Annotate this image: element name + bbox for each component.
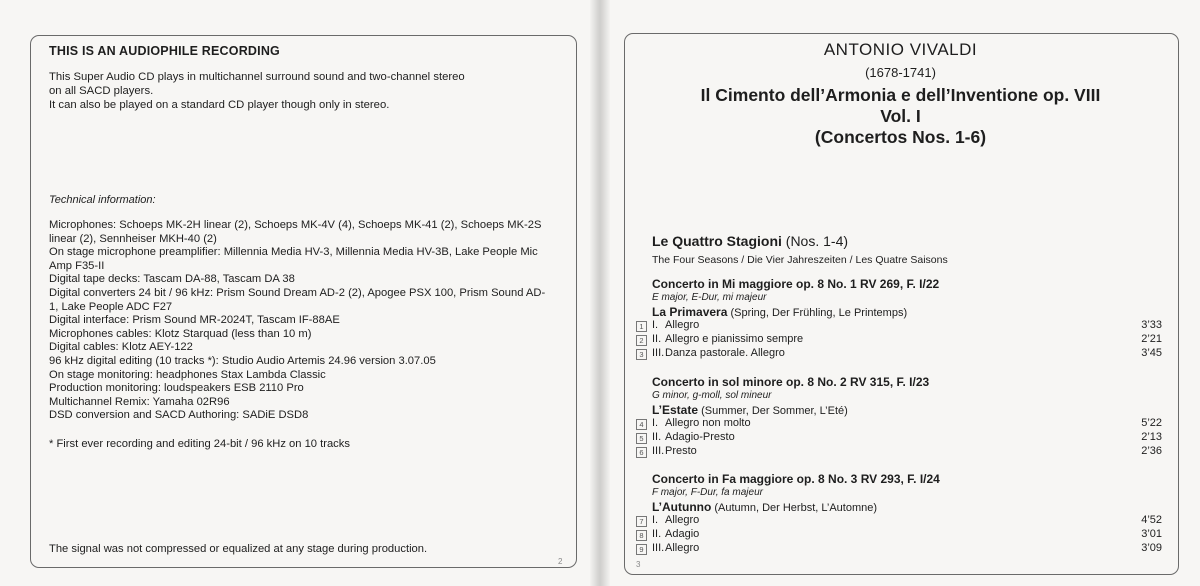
track-number: 7 xyxy=(636,516,647,527)
track-number: 6 xyxy=(636,447,647,458)
technical-line: Digital interface: Prism Sound MR-2024T, Tascam IF-88AE xyxy=(49,314,340,327)
set-numbers: (Nos. 1-4) xyxy=(781,233,849,249)
movement-row[interactable] xyxy=(639,333,1162,347)
concerto-nickname-translations: (Autumn, Der Herbst, L’Automne) xyxy=(711,502,878,514)
technical-line: Multichannel Remix: Yamaha 02R96 xyxy=(49,395,230,408)
concerto-title: Concerto in Mi maggiore op. 8 No. 1 RV 269, F. I/22 xyxy=(652,277,940,291)
audiophile-heading: THIS IS AN AUDIOPHILE RECORDING xyxy=(49,44,280,58)
movement-numeral: I. xyxy=(652,514,659,526)
concerto-title: Concerto in Fa maggiore op. 8 No. 3 RV 293, F. I/24 xyxy=(652,472,940,486)
movement-title: Allegro non molto xyxy=(665,417,751,429)
track-number: 3 xyxy=(636,349,647,360)
movement-row[interactable] xyxy=(639,417,1162,431)
movement-title: Danza pastorale. Allegro xyxy=(665,347,785,359)
composer-dates: (1678-1741) xyxy=(865,65,936,80)
concerto-name xyxy=(652,305,1162,319)
concerto-block xyxy=(639,472,1162,556)
booklet-gutter xyxy=(590,0,610,586)
track-number: 5 xyxy=(636,433,647,444)
movement-numeral: I. xyxy=(652,319,659,331)
movement-row[interactable] xyxy=(639,431,1162,445)
movement-duration: 3’09 xyxy=(1141,542,1162,554)
movement-numeral: III. xyxy=(652,347,665,359)
concerto-nickname: L’Autunno xyxy=(652,500,712,514)
concerto-block xyxy=(639,375,1162,459)
technical-line: Microphones: Schoeps MK-2H linear (2), Schoeps MK-4V (4), Schoeps MK-41 (2), Schoeps MK-2S xyxy=(49,219,542,231)
work-title-line: Vol. I xyxy=(880,106,921,126)
movement-numeral: I. xyxy=(652,417,659,429)
technical-line: Production monitoring: loudspeakers ESB 2110 Pro xyxy=(49,382,304,395)
concerto-name xyxy=(652,403,1162,417)
work-title-line: (Concertos Nos. 1-6) xyxy=(814,127,987,147)
technical-line: Amp F35-II xyxy=(49,259,105,272)
movement-duration: 3’45 xyxy=(1141,347,1162,359)
movement-numeral: II. xyxy=(652,528,662,540)
concerto-block xyxy=(639,277,1162,361)
movement-duration: 2’36 xyxy=(1141,445,1162,457)
technical-line: 1, Lake People ADC F27 xyxy=(49,300,173,313)
technical-line: 96 kHz digital editing (10 tracks *): Studio Audio Artemis 24.96 version 3.07.05 xyxy=(49,354,436,367)
technical-line: On stage monitoring: headphones Stax Lambda Classic xyxy=(49,368,326,381)
movement-title: Allegro xyxy=(665,319,700,331)
sacd-intro xyxy=(49,70,549,112)
technical-list xyxy=(49,219,569,423)
movement-row[interactable] xyxy=(639,528,1162,542)
movement-row[interactable] xyxy=(639,542,1162,556)
movement-numeral: III. xyxy=(652,542,665,554)
page-number-left: 2 xyxy=(558,557,563,566)
movement-title: Adagio xyxy=(665,528,700,540)
movement-numeral: III. xyxy=(652,445,665,457)
technical-line: Digital tape decks: Tascam DA-88, Tascam DA 38 xyxy=(49,273,295,286)
movement-title: Adagio-Presto xyxy=(665,431,735,443)
technical-line: Digital converters 24 bit / 96 kHz: Prism Sound Dream AD-2 (2), Apogee PSX 100, Prism Sound AD- xyxy=(49,286,546,299)
movement-duration: 5’22 xyxy=(1141,417,1162,429)
movement-duration: 2’13 xyxy=(1141,431,1162,443)
technical-line: linear (2), Sennheiser MKH-40 (2) xyxy=(49,232,217,245)
concerto-nickname-translations: (Summer, Der Sommer, L’Eté) xyxy=(698,405,848,417)
set-heading xyxy=(652,233,848,249)
movement-numeral: II. xyxy=(652,431,662,443)
work-title-line: Il Cimento dell’Armonia e dell’Inventione op. VIII xyxy=(700,85,1101,105)
movement-duration: 3’01 xyxy=(1141,528,1162,540)
movement-row[interactable] xyxy=(639,445,1162,459)
movement-duration: 4’52 xyxy=(1141,514,1162,526)
technical-line: Digital cables: Klotz AEY-122 xyxy=(49,341,193,354)
technical-heading: Technical information: xyxy=(49,194,156,206)
set-translations: The Four Seasons / Die Vier Jahreszeiten / Les Quatre Saisons xyxy=(652,254,948,266)
track-number: 2 xyxy=(636,335,647,346)
technical-line: Microphones cables: Klotz Starquad (less than 10 m) xyxy=(49,327,312,340)
movement-title: Allegro xyxy=(665,542,700,554)
intro-line: It can also be played on a standard CD player though only in stereo. xyxy=(49,99,390,111)
technical-line: On stage microphone preamplifier: Millennia Media HV-3, Millennia Media HV-3B, Lake People Mic xyxy=(49,246,538,259)
page-number-right: 3 xyxy=(636,560,641,569)
composer-name: ANTONIO VIVALDI xyxy=(823,40,978,59)
movement-row[interactable] xyxy=(639,319,1162,333)
movement-title: Presto xyxy=(665,445,697,457)
concerto-nickname: La Primavera xyxy=(652,305,728,319)
track-number: 9 xyxy=(636,544,647,555)
track-number: 8 xyxy=(636,530,647,541)
concerto-nickname: L’Estate xyxy=(652,403,699,417)
movement-row[interactable] xyxy=(639,514,1162,528)
set-title: Le Quattro Stagioni xyxy=(652,233,782,249)
concerto-keys: G minor, g-moll, sol mineur xyxy=(652,390,772,401)
intro-line: on all SACD players. xyxy=(49,85,154,97)
concerto-keys: F major, F-Dur, fa majeur xyxy=(652,487,763,498)
concerto-nickname-translations: (Spring, Der Frühling, Le Printemps) xyxy=(727,307,908,319)
work-title xyxy=(624,85,1177,148)
track-number: 4 xyxy=(636,419,647,430)
movement-duration: 3’33 xyxy=(1141,319,1162,331)
concerto-keys: E major, E-Dur, mi majeur xyxy=(652,292,767,303)
track-number: 1 xyxy=(636,321,647,332)
concerto-name xyxy=(652,500,1162,514)
movement-numeral: II. xyxy=(652,333,662,345)
signal-note: The signal was not compressed or equalized at any stage during production. xyxy=(49,543,428,555)
technical-line: DSD conversion and SACD Authoring: SADiE DSD8 xyxy=(49,409,309,422)
movement-row[interactable] xyxy=(639,347,1162,361)
footnote: * First ever recording and editing 24-bit / 96 kHz on 10 tracks xyxy=(49,438,350,450)
movement-title: Allegro xyxy=(665,514,700,526)
concerto-title: Concerto in sol minore op. 8 No. 2 RV 315, F. I/23 xyxy=(652,375,930,389)
movement-duration: 2’21 xyxy=(1141,333,1162,345)
intro-line: This Super Audio CD plays in multichannel surround sound and two-channel stereo xyxy=(49,71,465,83)
movement-title: Allegro e pianissimo sempre xyxy=(665,333,804,345)
